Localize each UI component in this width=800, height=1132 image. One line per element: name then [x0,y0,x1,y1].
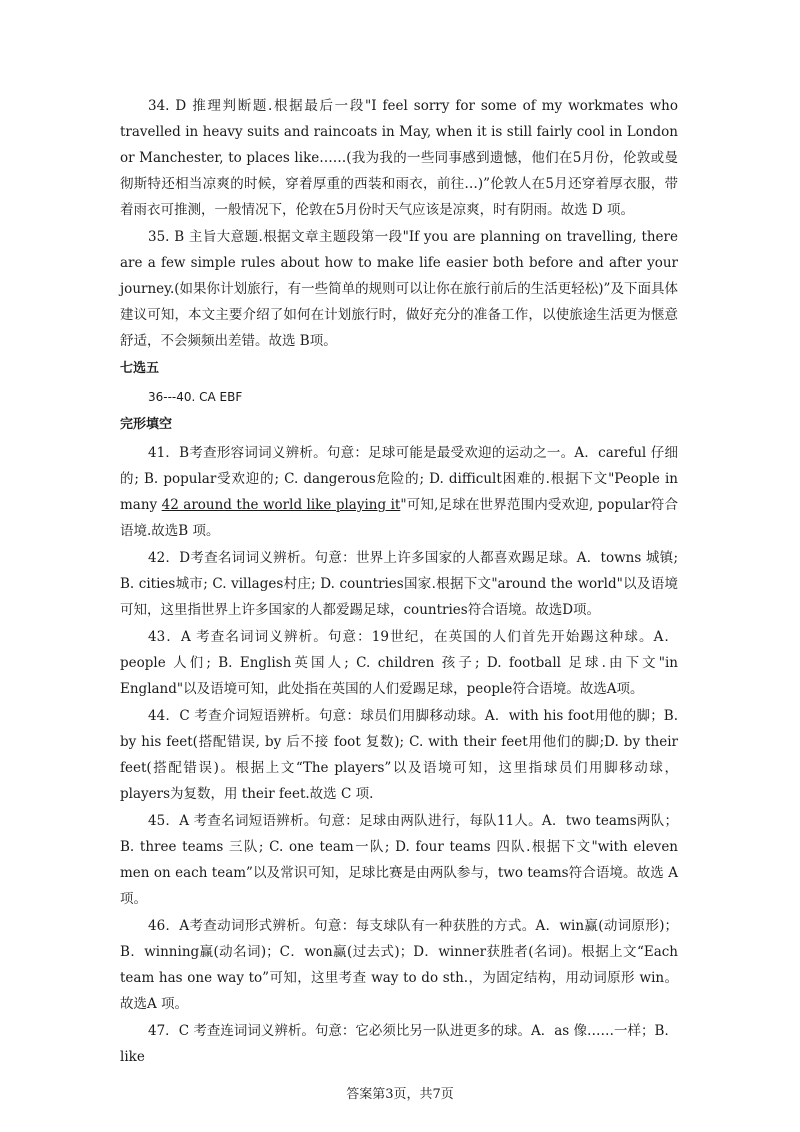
answer-q45: 45．A 考查名词短语辨析。句意：足球由两队进行，每队11人。A．two teams两队；B. three teams 三队; C. one team一队; D. four teams 四队.根据下文"with eleven men on each team”以及常识可知，足球比赛是由两队参与，two teams符合语境。故选 A项。 [120,813,678,907]
page-footer: 答案第3页，共7页 [346,1087,454,1102]
answers-36-40: 36---40. CA EBF [148,390,243,404]
answer-q47: 47．C 考查连词词义辨析。句意：它必须比另一队进更多的球。A．as 像……一样；B．like [120,1023,678,1065]
section-heading-cloze: 完形填空 [120,417,173,432]
answer-q43: 43．A 考查名词词义辨析。句意：19世纪，在英国的人们首先开始踢这种球。A．people 人们; B. English英国人; C. children 孩子; D. football 足球.由下文"in England"以及语境可知，此处指在英国的人们爱踢足球，people符合语境。故选A项。 [120,629,678,697]
q41-text-b: "可知,足球在世界范围内受欢迎, popular符合语境.故选B 项。 [120,497,678,539]
answer-q34: 34. D 推理判断题.根据最后一段"I feel sorry for some of my workmates who travelled in heavy suits and raincoats in May, when it is still fairly cool in London or Manchester, to places like……(我为我的一些同事感到遗憾，他们在5月份，伦敦或曼彻斯特还相当凉爽的时候，穿着厚重的西装和雨衣，前往…)”伦敦人在5月还穿着厚衣服，带着雨衣可推测，一般情况下，伦敦在5月份时天气应该是凉爽，时有阴雨。故选 D 项。 [120,98,678,218]
answer-q46: 46．A考查动词形式辨析。句意：每支球队有一种获胜的方式。A．win赢(动词原形)；B．winning赢(动名词)；C．won赢(过去式)；D．winner获胜者(名词)。根据上文“Each team has one way to”可知，这里考查 way to do sth.，为固定结构，用动词原形 win。故选A 项。 [120,918,678,1012]
answer-q42: 42．D考查名词词义辨析。句意：世界上许多国家的人都喜欢踢足球。A．towns 城镇; B. cities城市; C. villages村庄; D. countries国家.根据下文"around the world"以及语境可知，这里指世界上许多国家的人都爱踢足球，countries符合语境。故选D项。 [120,550,678,618]
section-heading-seven-five: 七选五 [120,361,160,376]
q41-text-a: 41．B考查形容词词义辨析。句意：足球可能是最受欢迎的运动之一。A．careful 仔细的; B. popular受欢迎的; C. dangerous危险的; D. difficult困难的.根据下文"People in many [120,445,678,513]
answer-q41 [120,440,678,544]
answer-q35: 35. B 主旨大意题.根据文章主题段第一段"If you are planning on travelling, there are a few simple rules about how to make life easier both before and after your journey.(如果你计划旅行，有一些简单的规则可以让你在旅行前后的生活更轻松)”及下面具体建议可知，本文主要介绍了如何在计划旅行时，做好充分的准备工作，以使旅途生活更为惬意舒适，不会频频出差错。故选 B项。 [120,229,678,349]
q41-underlined-quote: 42 around the world like playing it [161,497,401,513]
answer-content [120,93,678,1071]
answer-q44: 44．C 考查介词短语辨析。句意：球员们用脚移动球。A．with his foot用他的脚；B. by his feet(搭配错误, by 后不接 foot 复数); C. with their feet用他们的脚;D. by their feet(搭配错误)。根据上文“The players”以及语境可知，这里指球员们用脚移动球，players为复数，用 their feet.故选 C 项. [120,708,678,802]
